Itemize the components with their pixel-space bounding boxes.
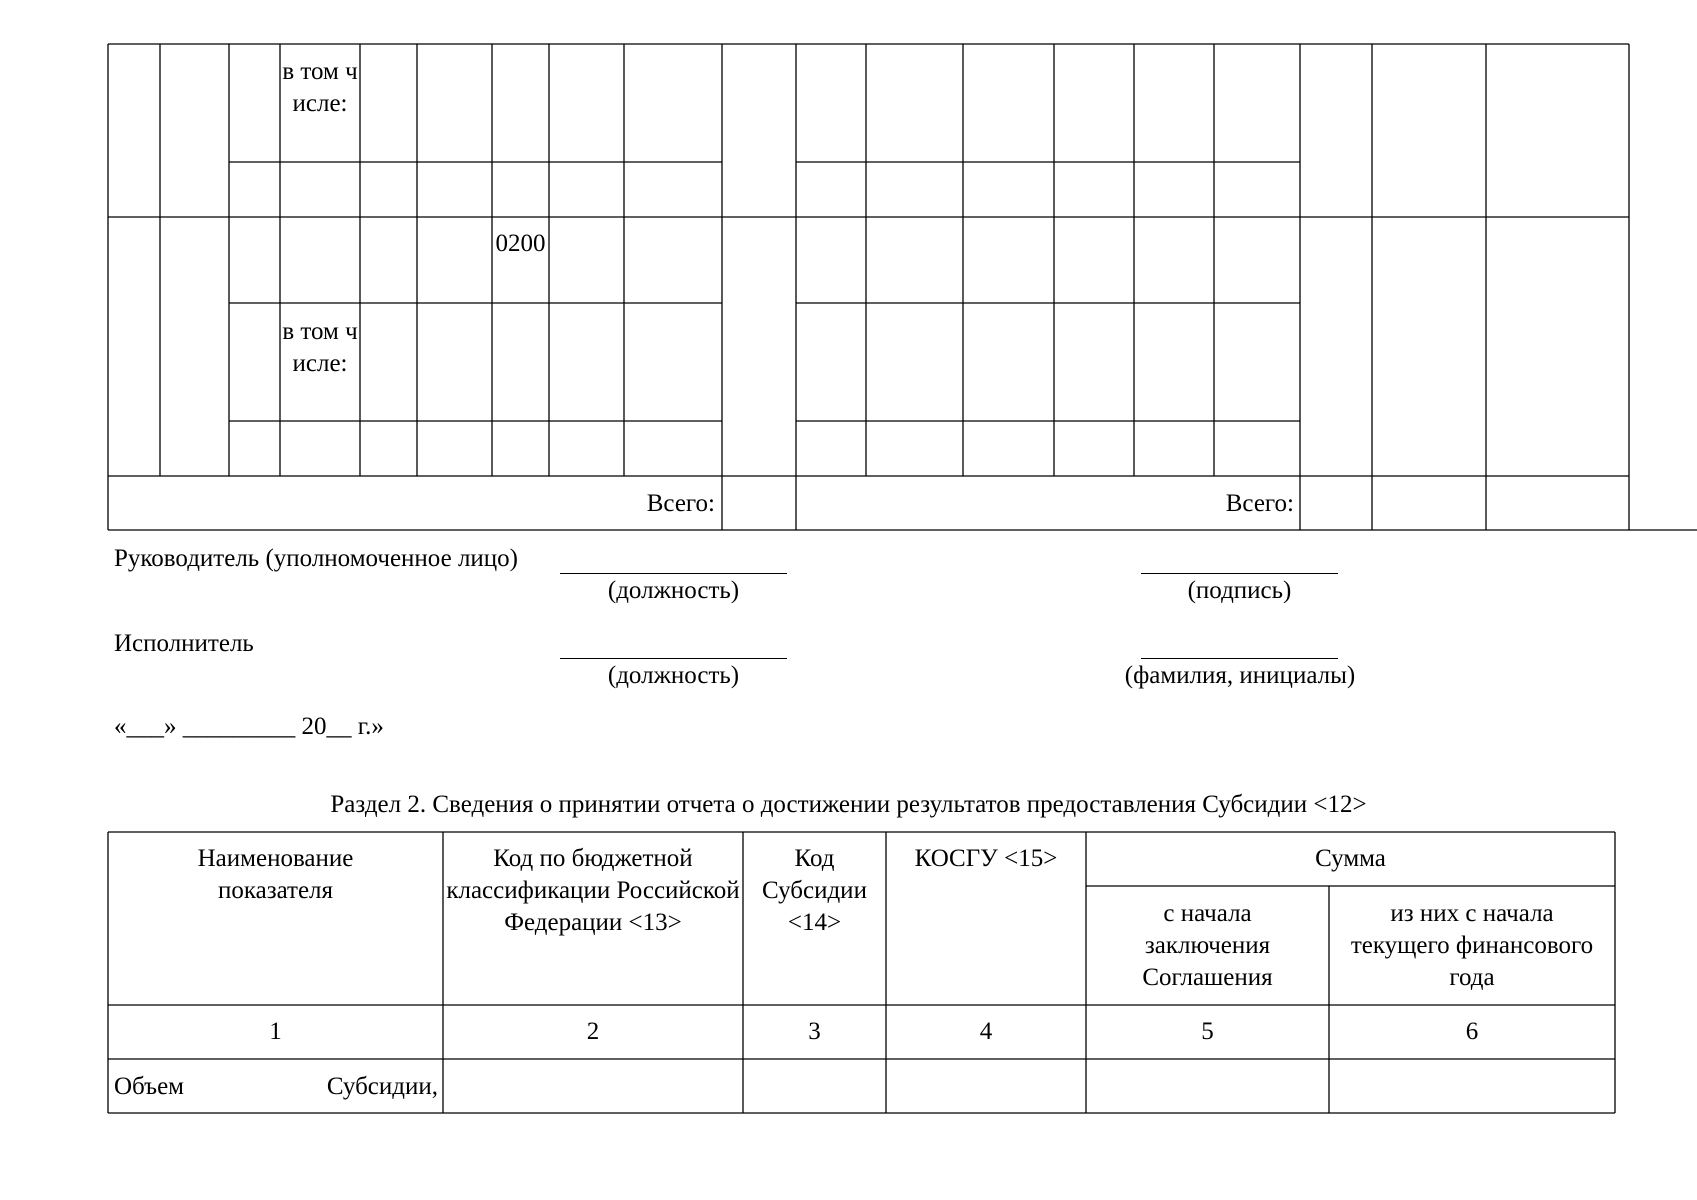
in-that-number-label-2: в том числе: (282, 318, 358, 377)
date-line: «___» _________ 20__ г.» (114, 713, 384, 740)
in-that-number-label-1: в том числе: (282, 58, 358, 117)
signature-caption: (подпись) (1187, 577, 1292, 604)
subsidy-volume-label: Объем Субсидии, (114, 1073, 438, 1100)
position-line-2 (560, 658, 787, 659)
header-current-year: из них с начала текущего финансового года (1350, 900, 1594, 991)
total-left-label: Всего: (646, 490, 715, 517)
name-line (1141, 658, 1338, 659)
column-number-2: 2 (586, 1018, 600, 1045)
header-sum: Сумма (1315, 845, 1386, 872)
position-line-1 (560, 573, 787, 574)
position-caption-1: (должность) (607, 577, 740, 604)
position-caption-2: (должность) (607, 662, 740, 689)
column-number-4: 4 (979, 1018, 993, 1045)
header-indicator-name: Наименование показателя (197, 845, 354, 904)
signature-line (1141, 573, 1338, 574)
column-number-3: 3 (808, 1018, 821, 1045)
executor-label: Исполнитель (114, 630, 254, 657)
column-number-6: 6 (1465, 1018, 1479, 1045)
header-since-agreement: с начала заключения Соглашения (1142, 900, 1273, 991)
section2-title: Раздел 2. Сведения о принятии отчета о достижении результатов предоставления Субсидии <12> (330, 791, 1367, 818)
header-kosgu: КОСГУ <15> (914, 845, 1058, 872)
header-budget-code: Код по бюджетной классификации Российской Федерации <13> (446, 845, 740, 936)
column-number-5: 5 (1201, 1018, 1214, 1045)
header-subsidy-code: Код Субсидии <14> (762, 845, 867, 936)
code-0200: 0200 (495, 230, 546, 257)
head-label: Руководитель (уполномоченное лицо) (114, 545, 519, 572)
name-caption: (фамилия, инициалы) (1124, 662, 1356, 689)
total-right-label: Всего: (1225, 490, 1294, 517)
column-number-1: 1 (269, 1018, 282, 1045)
